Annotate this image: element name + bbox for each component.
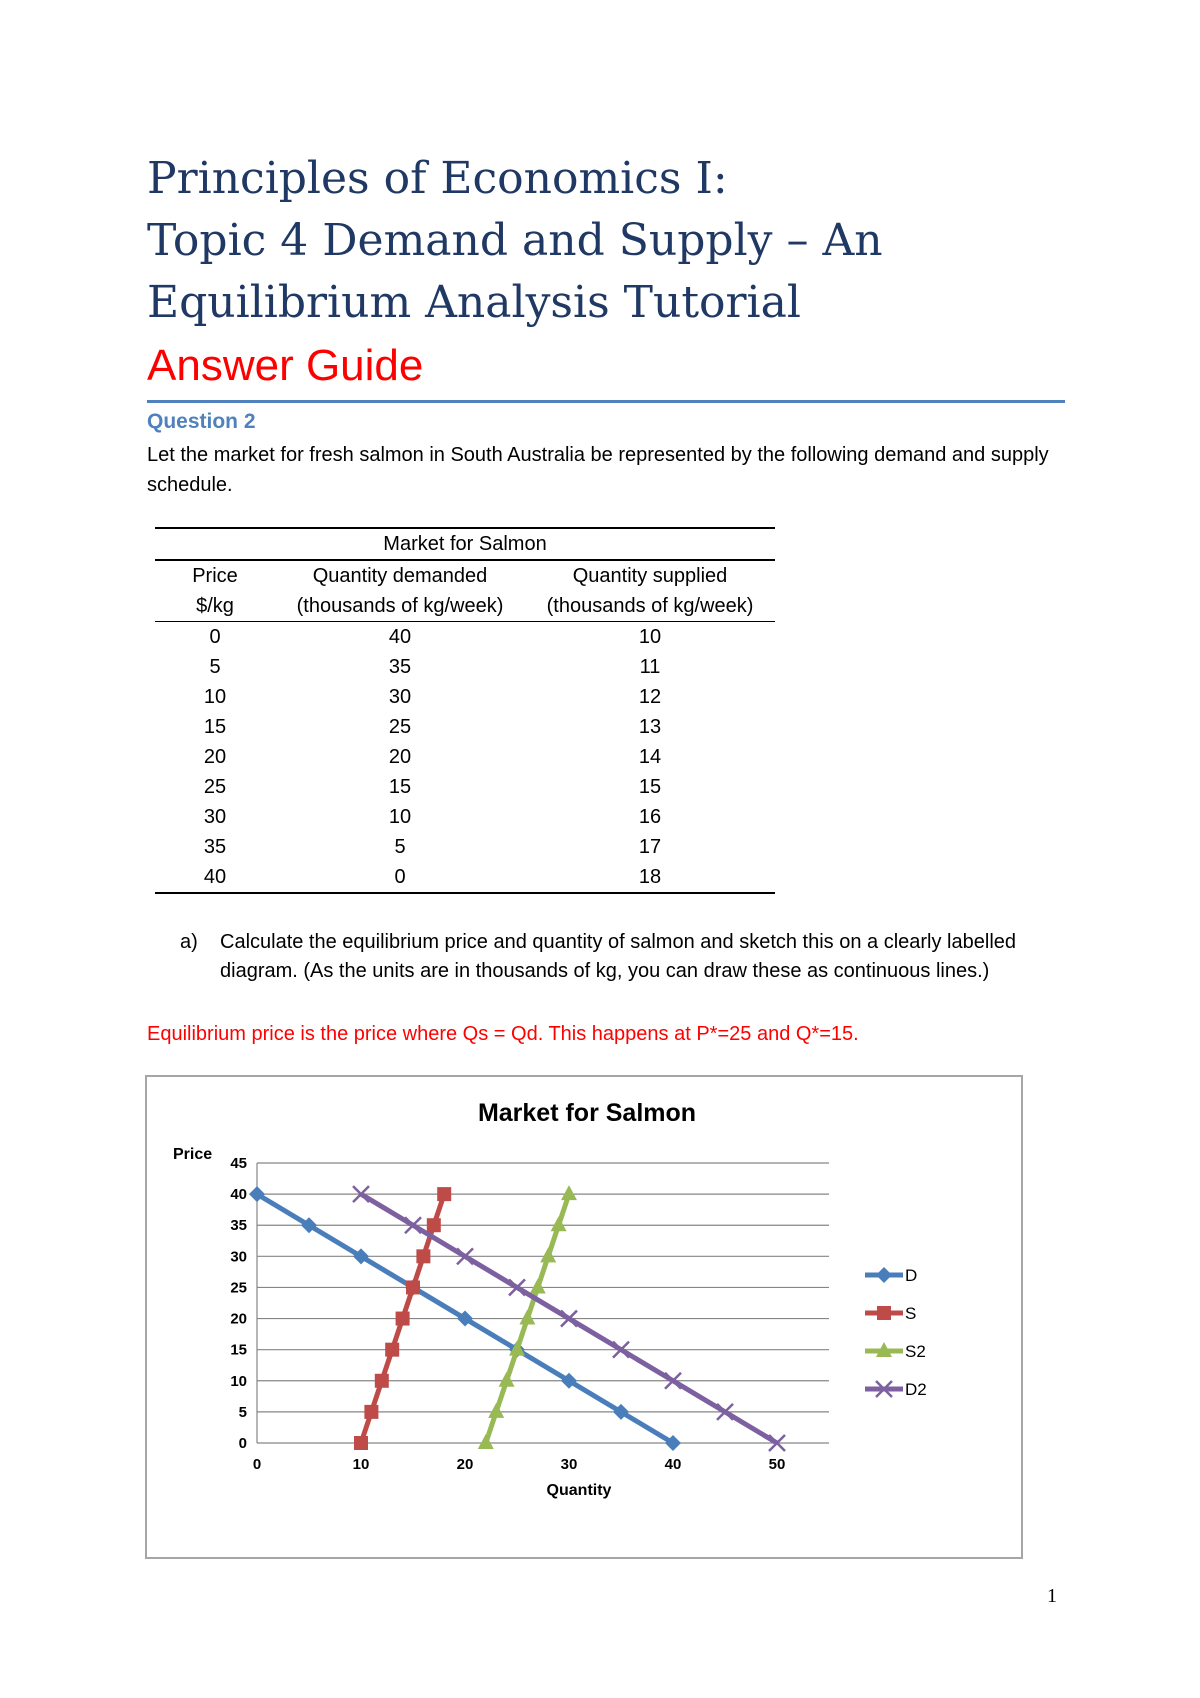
- data-point-s2: [551, 1216, 567, 1231]
- table-row: [155, 682, 775, 712]
- cell-qs: 11: [639, 656, 661, 678]
- title-line-1: Principles of Economics I:: [147, 153, 728, 204]
- cell-price: 35: [203, 836, 227, 858]
- legend-label-d2: D2: [905, 1380, 927, 1399]
- legend-marker-s: [877, 1306, 891, 1320]
- page-number: 1: [1047, 1585, 1057, 1607]
- y-tick-label: 25: [230, 1279, 247, 1297]
- cell-qs: 10: [638, 626, 662, 648]
- legend-label-d: D: [905, 1266, 918, 1285]
- y-tick-label: 35: [230, 1217, 247, 1235]
- cell-qd: 20: [388, 746, 412, 768]
- cell-qd: 10: [388, 806, 412, 828]
- data-point-s2: [540, 1247, 556, 1262]
- part-a-text: Calculate the equilibrium price and quantity of salmon and sketch this on a clearly labelled diagram. (As the units are in thousands of kg, you can draw these as continuous lines.): [220, 931, 1017, 982]
- data-point-s2: [499, 1372, 515, 1387]
- table-header-units-row: [155, 591, 775, 622]
- x-tick-label: 20: [456, 1456, 474, 1473]
- y-tick-label: 0: [238, 1435, 247, 1452]
- y-tick-label: 20: [230, 1310, 247, 1328]
- cell-qd: 0: [275, 862, 525, 893]
- cell-price: 40: [155, 862, 275, 893]
- question-heading: Question 2: [147, 410, 256, 433]
- cell-qd: 40: [388, 626, 412, 648]
- data-point-s2: [519, 1310, 535, 1325]
- data-point-s2: [488, 1403, 504, 1418]
- data-point-s: [437, 1187, 451, 1201]
- header-qs: Quantity supplied: [525, 560, 775, 591]
- cell-price: 20: [203, 746, 227, 768]
- data-point-s2: [478, 1434, 494, 1449]
- cell-price: 30: [203, 806, 227, 828]
- table-row: [155, 772, 775, 802]
- x-tick-label: 30: [560, 1456, 578, 1473]
- x-tick-label: 50: [768, 1456, 786, 1473]
- table-row: [155, 712, 775, 742]
- cell-qs: 16: [638, 806, 662, 828]
- part-a-label: a): [180, 931, 198, 953]
- table-row: [155, 622, 775, 653]
- cell-qs: 15: [638, 776, 662, 798]
- cell-qs: 18: [525, 862, 775, 893]
- table-row: [155, 652, 775, 682]
- market-chart: [147, 1077, 1021, 1557]
- cell-price: 0: [209, 626, 221, 648]
- answer-text: Equilibrium price is the price where Qs = Qd. This happens at P*=25 and Q*=15.: [147, 1023, 859, 1045]
- table-row: [155, 742, 775, 772]
- y-axis-label: Price: [173, 1146, 213, 1163]
- data-point-s: [416, 1249, 430, 1263]
- cell-price: 25: [203, 776, 227, 798]
- data-point-s: [385, 1343, 399, 1357]
- table-caption-row: [155, 528, 775, 560]
- cell-price: 10: [203, 686, 227, 708]
- data-point-s2: [530, 1278, 546, 1293]
- data-point-s2: [561, 1185, 577, 1200]
- header-qd-unit: (thousands of kg/week): [275, 591, 525, 622]
- title-line-2: Topic 4 Demand and Supply – An: [147, 215, 883, 266]
- chart-legend: [865, 1266, 927, 1399]
- answer-guide-subtitle: Answer Guide: [147, 341, 424, 390]
- data-point-s: [375, 1374, 389, 1388]
- cell-qd: 5: [394, 836, 406, 858]
- y-tick-label: 40: [230, 1186, 247, 1204]
- intro-paragraph: Let the market for fresh salmon in South Australia be represented by the following demand and supply schedule.: [147, 444, 1049, 496]
- data-point-s: [364, 1405, 378, 1419]
- table-row: [155, 862, 775, 893]
- cell-qs: 17: [638, 836, 662, 858]
- cell-qd: 35: [388, 656, 412, 678]
- header-price: Price: [155, 560, 275, 591]
- y-tick-label: 15: [230, 1341, 247, 1359]
- data-point-s: [427, 1218, 441, 1232]
- cell-qs: 14: [638, 746, 662, 768]
- x-tick-label: 10: [352, 1456, 370, 1473]
- data-point-s: [396, 1312, 410, 1326]
- chart-frame: [145, 1075, 1023, 1559]
- chart-title: Market for Salmon: [477, 1099, 697, 1127]
- legend-label-s: S: [905, 1304, 917, 1323]
- salmon-schedule-table: [155, 527, 775, 894]
- cell-price: 15: [203, 716, 227, 738]
- data-point-s: [354, 1436, 368, 1450]
- legend-label-s2: S2: [905, 1342, 926, 1361]
- x-tick-label: 0: [252, 1456, 262, 1473]
- document-title: [147, 148, 1097, 334]
- x-axis-label: Quantity: [546, 1482, 612, 1499]
- cell-qs: 12: [638, 686, 662, 708]
- table-row: [155, 832, 775, 862]
- legend-marker-d: [876, 1267, 892, 1283]
- table-row: [155, 802, 775, 832]
- tick-labels: [230, 1155, 785, 1473]
- cell-price: 5: [209, 656, 221, 678]
- y-tick-label: 30: [230, 1248, 247, 1266]
- x-tick-label: 40: [664, 1456, 682, 1473]
- title-underline: [147, 400, 1065, 403]
- cell-qd: 25: [388, 716, 412, 738]
- header-qd: Quantity demanded: [275, 560, 525, 591]
- header-qs-unit: (thousands of kg/week): [525, 591, 775, 622]
- y-tick-label: 45: [230, 1155, 247, 1172]
- table-caption: Market for Salmon: [155, 528, 775, 560]
- header-price-unit: $/kg: [155, 591, 275, 622]
- title-line-3: Equilibrium Analysis Tutorial: [147, 277, 801, 328]
- cell-qs: 13: [638, 716, 662, 738]
- data-point-s: [406, 1280, 420, 1294]
- y-tick-label: 10: [230, 1372, 247, 1390]
- y-tick-label: 5: [238, 1403, 247, 1421]
- table-header-row: [155, 560, 775, 591]
- cell-qd: 30: [388, 686, 412, 708]
- cell-qd: 15: [388, 776, 412, 798]
